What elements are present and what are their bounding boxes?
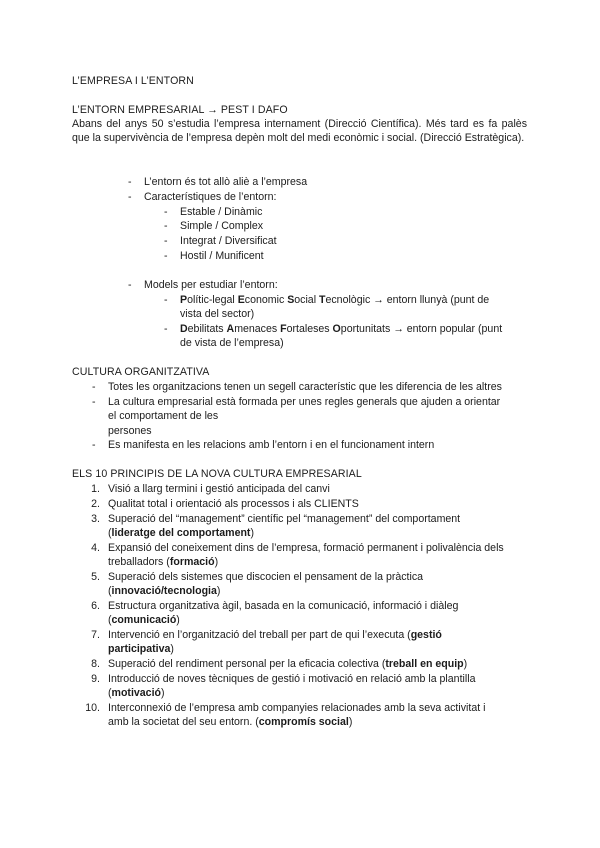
dafo-model-line: Debilitats Amenaces Fortaleses Oportunitats → entorn popular (punt xyxy=(180,323,503,335)
bullet-dash: - xyxy=(164,250,168,262)
list-number: 3. xyxy=(91,513,100,525)
principle-item: Expansió del coneixement dins de l’empresa, formació permanent i polivalència dels xyxy=(108,542,504,554)
characteristic-item: Estable / Dinàmic xyxy=(180,206,263,218)
bullet-dash: - xyxy=(92,381,96,393)
entorn-item: Característiques de l’entorn: xyxy=(144,191,277,203)
bullet-dash: - xyxy=(92,396,96,408)
cultura-bullet-cont: el comportament de les xyxy=(108,410,219,422)
list-number: 9. xyxy=(91,673,100,685)
characteristic-item: Hostil / Munificent xyxy=(180,250,264,262)
principle-item-cont: amb la societat del seu entorn. (compromís social) xyxy=(108,716,353,728)
principle-item: Superació del “management” científic pel “management” del comportament xyxy=(108,513,461,525)
principle-item: Visió a llarg termini i gestió anticipada del canvi xyxy=(108,483,330,495)
pest-model-line: Polític-legal Economic Social Tecnològic → entorn llunyà (punt de xyxy=(180,294,490,306)
principle-item-cont: (innovació/tecnologia) xyxy=(108,585,221,597)
list-number: 6. xyxy=(91,600,100,612)
section-heading-entorn: L’ENTORN EMPRESARIAL → PEST I DAFO xyxy=(72,104,288,116)
list-number: 5. xyxy=(91,571,100,583)
list-number: 7. xyxy=(91,629,100,641)
principle-item: Estructura organitzativa àgil, basada en la comunicació, informació i diàleg xyxy=(108,600,459,612)
principle-item-cont: (motivació) xyxy=(108,687,165,699)
cultura-bullet-cont: persones xyxy=(108,425,152,437)
bullet-dash: - xyxy=(164,220,168,232)
document-title: L’EMPRESA I L’ENTORN xyxy=(72,75,194,87)
list-number: 8. xyxy=(91,658,100,670)
bullet-dash: - xyxy=(128,279,132,291)
entorn-item: Models per estudiar l’entorn: xyxy=(144,279,278,291)
list-number: 4. xyxy=(91,542,100,554)
principle-item-cont: participativa) xyxy=(108,643,174,655)
cultura-bullet: La cultura empresarial està formada per unes regles generals que ajuden a orientar xyxy=(108,396,501,408)
principle-item: Superació dels sistemes que discocien el pensament de la pràctica xyxy=(108,571,424,583)
principle-item-cont: (comunicació) xyxy=(108,614,180,626)
principle-item: Introducció de noves tècniques de gestió i motivació en relació amb la plantilla xyxy=(108,673,476,685)
bullet-dash: - xyxy=(164,294,168,306)
section-heading-cultura: CULTURA ORGANITZATIVA xyxy=(72,366,210,378)
cultura-bullet: Totes les organitzacions tenen un segell característic que les diferencia de les altres xyxy=(108,381,502,393)
bullet-dash: - xyxy=(164,323,168,335)
principle-item: Interconnexió de l’empresa amb companyies relacionades amb la seva activitat i xyxy=(108,702,486,714)
principle-item-cont: (lideratge del comportament) xyxy=(108,527,254,539)
entorn-item: L’entorn és tot allò aliè a l’empresa xyxy=(144,176,308,188)
principle-item: Qualitat total i orientació als processos i als CLIENTS xyxy=(108,498,359,510)
dafo-model-line-2: de vista de l’empresa) xyxy=(180,337,284,349)
principle-item: Intervenció en l’organització del treball per part de qui l’executa (gestió xyxy=(108,629,442,641)
principle-item: Superació del rendiment personal per la eficacia colectiva (treball en equip) xyxy=(108,658,468,670)
list-number: 1. xyxy=(91,483,100,495)
cultura-bullet: Es manifesta en les relacions amb l’entorn i en el funcionament intern xyxy=(108,439,435,451)
section-heading-principis: ELS 10 PRINCIPIS DE LA NOVA CULTURA EMPRESARIAL xyxy=(72,468,362,480)
bullet-dash: - xyxy=(128,176,132,188)
characteristic-item: Simple / Complex xyxy=(180,220,264,232)
bullet-dash: - xyxy=(128,191,132,203)
principle-item-cont: treballadors (formació) xyxy=(108,556,219,568)
list-number: 2. xyxy=(91,498,100,510)
bullet-dash: - xyxy=(92,439,96,451)
list-number: 10. xyxy=(85,702,100,714)
bullet-dash: - xyxy=(164,206,168,218)
entorn-paragraph: Abans del anys 50 s’estudia l’empresa internament (Direcció Científica). Més tard es fa palès que la supervivència de l’empresa depèn molt del medi econòmic i social. (Direcció Estratègica). xyxy=(72,118,527,145)
characteristic-item: Integrat / Diversificat xyxy=(180,235,277,247)
bullet-dash: - xyxy=(164,235,168,247)
pest-model-line-2: vista del sector) xyxy=(180,308,255,320)
